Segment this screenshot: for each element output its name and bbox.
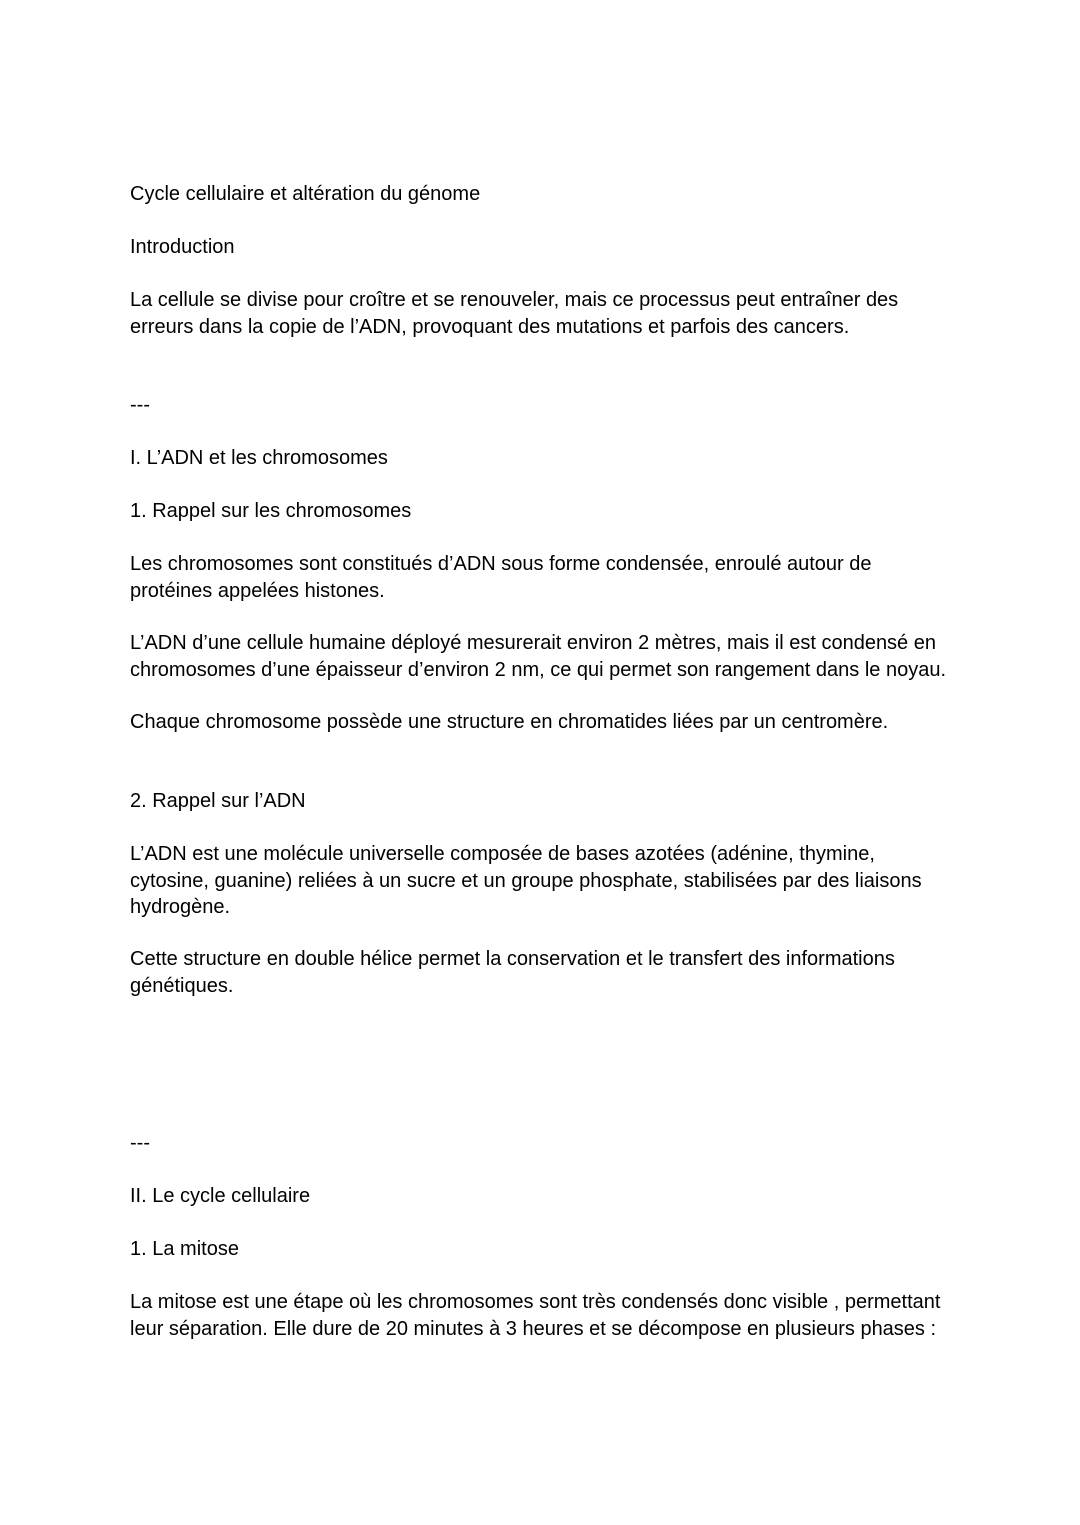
section-1-heading: I. L’ADN et les chromosomes [130, 447, 388, 469]
separator: --- [130, 1132, 150, 1154]
separator: --- [130, 394, 150, 416]
paragraph: Les chromosomes sont constitués d’ADN sous forme condensée, enroulé autour de protéines appelées histones. [130, 553, 872, 602]
section-1-sub-1-heading: 1. Rappel sur les chromosomes [130, 500, 412, 522]
section-2-heading: II. Le cycle cellulaire [130, 1185, 311, 1207]
intro-heading: Introduction [130, 236, 235, 258]
paragraph: Cette structure en double hélice permet la conservation et le transfert des informations génétiques. [130, 948, 895, 997]
document-title: Cycle cellulaire et altération du génome [130, 183, 481, 205]
section-1-sub-2-heading: 2. Rappel sur l’ADN [130, 790, 306, 812]
intro-paragraph: La cellule se divise pour croître et se renouveler, mais ce processus peut entraîner des erreurs dans la copie de l’ADN, provoquant des mutations et parfois des cancers. [130, 289, 899, 338]
section-2-sub-1-heading: 1. La mitose [130, 1238, 239, 1260]
paragraph: L’ADN d’une cellule humaine déployé mesurerait environ 2 mètres, mais il est condensé en chromosomes d’une épaisseur d’environ 2 nm, ce qui permet son rangement dans le noyau. [130, 632, 947, 681]
paragraph: Chaque chromosome possède une structure en chromatides liées par un centromère. [130, 711, 889, 733]
paragraph: La mitose est une étape où les chromosomes sont très condensés donc visible , permettant leur séparation. Elle dure de 20 minutes à 3 heures et se décompose en plusieurs phases : [130, 1291, 941, 1340]
paragraph: L’ADN est une molécule universelle composée de bases azotées (adénine, thymine, cytosine, guanine) reliées à un sucre et un groupe phosphate, stabilisées par des liaisons hydrogène. [130, 843, 922, 918]
